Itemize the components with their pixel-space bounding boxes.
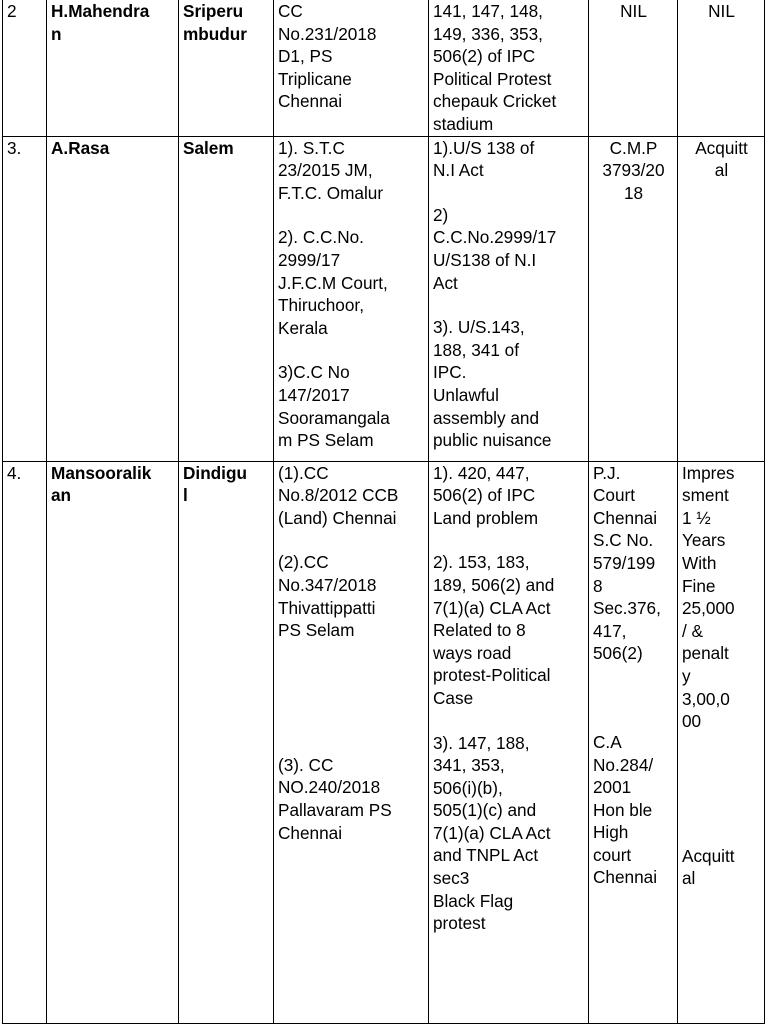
section-detail: 3). U/S.143, 188, 341 of IPC. Unlawful assembly and public nuisance	[433, 317, 552, 451]
other-case: NIL	[620, 1, 647, 21]
candidate-name-cell	[47, 136, 179, 461]
serial-number: 3.	[7, 137, 22, 158]
section-detail: 1).U/S 138 of N.I Act	[433, 137, 535, 181]
case-status: Impres sment 1 ½ Years With Fine 25,000 / & penalt y 3,00,0 00	[682, 462, 735, 732]
case-detail: 1). S.T.C 23/2015 JM, F.T.C. Omalur	[278, 137, 384, 203]
section-detail: 141, 147, 148, 149, 336, 353, 506(2) of IPC Political Protest chepauk Cricket stadium	[433, 1, 557, 134]
constituency-cell	[179, 461, 274, 1023]
case-status-cell	[678, 136, 765, 461]
candidate-name: A.Rasa	[51, 137, 110, 158]
section-detail: 2). 153, 183, 189, 506(2) and 7(1)(a) CLA Act Related to 8 ways road protest-Political Case	[433, 552, 555, 708]
sections-cell	[429, 0, 589, 136]
case-detail: (3). CC NO.240/2018 Pallavaram PS Chennai	[278, 754, 392, 843]
candidate-name-cell	[47, 0, 179, 136]
candidate-name-cell	[47, 461, 179, 1023]
sections-cell	[429, 461, 589, 1023]
section-detail: 1). 420, 447, 506(2) of IPC Land problem	[433, 462, 539, 528]
table-row	[3, 0, 765, 136]
other-cases-cell	[589, 461, 678, 1023]
constituency-cell	[179, 0, 274, 136]
serial-number-cell	[3, 461, 47, 1023]
table-row	[3, 461, 765, 1023]
case-detail: (1).CC No.8/2012 CCB (Land) Chennai	[278, 462, 399, 528]
section-detail: 2) C.C.No.2999/17 U/S138 of N.I Act	[433, 204, 557, 293]
constituency: Dindigu l	[183, 462, 247, 506]
serial-number: 4.	[7, 462, 22, 483]
serial-number: 2	[7, 1, 17, 21]
other-case: C.M.P 3793/20 18	[602, 137, 665, 203]
case-detail: 3)C.C No 147/2017 Sooramangala m PS Selam	[278, 362, 390, 451]
sections-cell	[429, 136, 589, 461]
case-details-cell	[274, 461, 429, 1023]
spacer	[682, 733, 761, 845]
other-cases-cell	[589, 136, 678, 461]
candidate-name: Mansooralik an	[51, 462, 152, 506]
case-status-cell	[678, 0, 765, 136]
case-detail: CC No.231/2018 D1, PS Triplicane Chennai	[278, 1, 377, 112]
case-detail: (2).CC No.347/2018 Thivattippatti PS Selam	[278, 552, 377, 641]
constituency-cell	[179, 136, 274, 461]
other-case: C.A No.284/ 2001 Hon ble High court Chennai	[593, 731, 658, 888]
spacer	[593, 665, 674, 731]
spacer	[278, 642, 425, 754]
case-details-cell	[274, 136, 429, 461]
case-detail: 2). C.C.No. 2999/17 J.F.C.M Court, Thiruchoor, Kerala	[278, 227, 388, 338]
case-status: NIL	[708, 1, 735, 21]
candidate-cases-table	[2, 0, 765, 1024]
candidate-name: H.Mahendra n	[51, 1, 150, 44]
case-status: Acquitt al	[695, 137, 748, 181]
case-details-cell	[274, 0, 429, 136]
constituency: Sriperu mbudur	[183, 1, 247, 44]
case-status: Acquitt al	[682, 845, 735, 889]
other-cases-cell	[589, 0, 678, 136]
section-detail: 3). 147, 188, 341, 353, 506(i)(b), 505(1)(c) and 7(1)(a) CLA Act and TNPL Act sec3 Black Flag protest	[433, 732, 551, 934]
serial-number-cell	[3, 0, 47, 136]
constituency: Salem	[183, 137, 234, 158]
other-case: P.J. Court Chennai S.C No. 579/199 8 Sec.376, 417, 506(2)	[593, 462, 661, 664]
table-row	[3, 136, 765, 461]
case-status-cell	[678, 461, 765, 1023]
serial-number-cell	[3, 136, 47, 461]
